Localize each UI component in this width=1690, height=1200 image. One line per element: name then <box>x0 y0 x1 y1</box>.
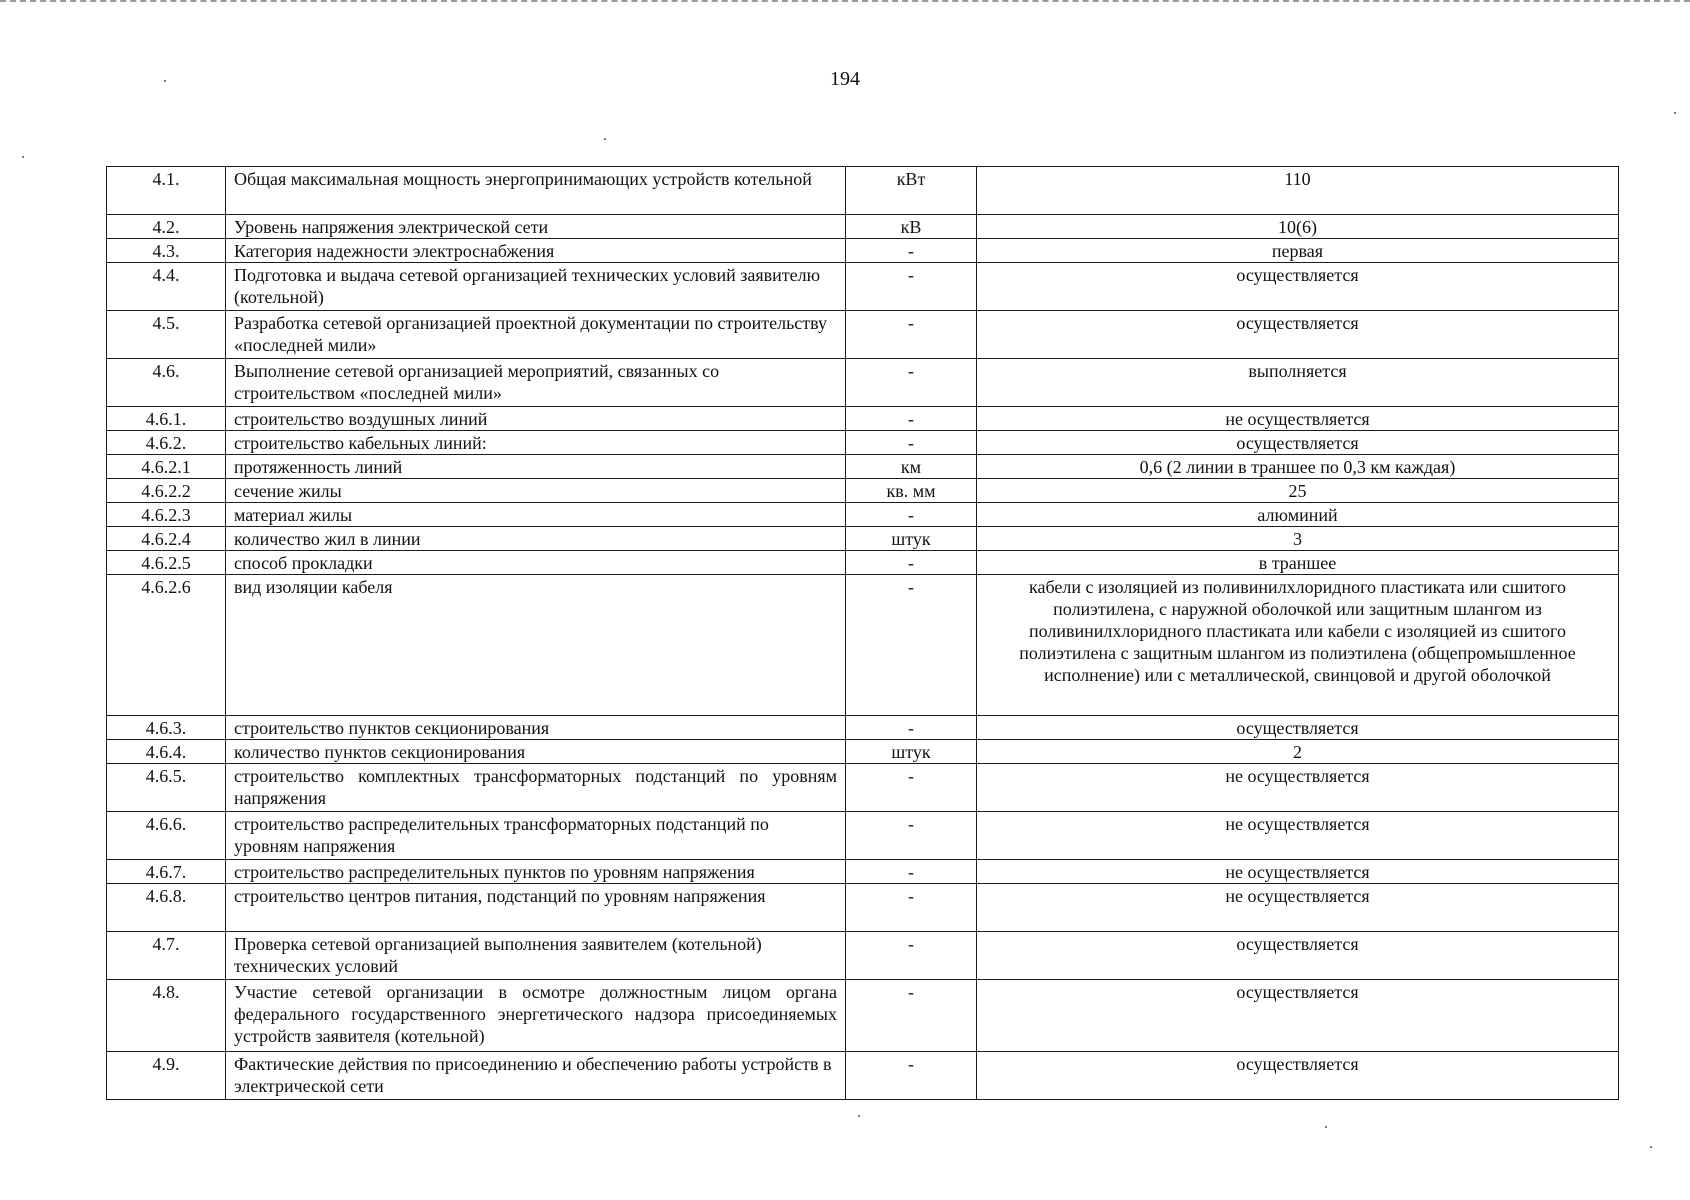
row-number: 4.9. <box>107 1052 226 1100</box>
row-description: строительство кабельных линий: <box>226 431 846 455</box>
row-number: 4.6.7. <box>107 860 226 884</box>
row-unit: - <box>846 932 977 980</box>
table-row <box>107 311 1619 359</box>
row-unit: - <box>846 407 977 431</box>
row-description: Выполнение сетевой организацией мероприятий, связанных со строительством «последней мили» <box>226 359 846 407</box>
row-unit: кВ <box>846 215 977 239</box>
row-value: осуществляется <box>977 311 1619 359</box>
row-description: строительство воздушных линий <box>226 407 846 431</box>
row-description: Общая максимальная мощность энергопринимающих устройств котельной <box>226 167 846 215</box>
row-number: 4.6.2.6 <box>107 575 226 716</box>
row-value: осуществляется <box>977 932 1619 980</box>
row-number: 4.6.3. <box>107 716 226 740</box>
row-value: не осуществляется <box>977 812 1619 860</box>
scan-top-border <box>0 0 1690 2</box>
row-unit: - <box>846 359 977 407</box>
row-number: 4.6.2.3 <box>107 503 226 527</box>
row-description: Категория надежности электроснабжения <box>226 239 846 263</box>
row-unit: штук <box>846 740 977 764</box>
row-value: алюминий <box>977 503 1619 527</box>
table-row <box>107 1052 1619 1100</box>
row-unit: - <box>846 503 977 527</box>
table-row <box>107 860 1619 884</box>
row-value: осуществляется <box>977 716 1619 740</box>
row-description: строительство распределительных трансформаторных подстанций по уровням напряжения <box>226 812 846 860</box>
row-description: протяженность линий <box>226 455 846 479</box>
row-unit: - <box>846 551 977 575</box>
row-description: количество жил в линии <box>226 527 846 551</box>
scan-speck <box>22 156 24 158</box>
row-unit: - <box>846 980 977 1052</box>
table-row <box>107 407 1619 431</box>
row-number: 4.4. <box>107 263 226 311</box>
row-unit: - <box>846 311 977 359</box>
table-row <box>107 551 1619 575</box>
row-value: не осуществляется <box>977 860 1619 884</box>
row-number: 4.6.2.2 <box>107 479 226 503</box>
row-description: Участие сетевой организации в осмотре должностным лицом органа федерального государственного энергетического надзора присоединяемых устройств заявителя (котельной) <box>226 980 846 1052</box>
table-row <box>107 359 1619 407</box>
row-unit: штук <box>846 527 977 551</box>
row-number: 4.6.5. <box>107 764 226 812</box>
row-description: Разработка сетевой организацией проектной документации по строительству «последней мили» <box>226 311 846 359</box>
row-description: Уровень напряжения электрической сети <box>226 215 846 239</box>
row-number: 4.6.1. <box>107 407 226 431</box>
row-value: 110 <box>977 167 1619 215</box>
page-number: 194 <box>830 68 860 90</box>
row-description: строительство пунктов секционирования <box>226 716 846 740</box>
table-row <box>107 884 1619 932</box>
row-value: 2 <box>977 740 1619 764</box>
row-unit: - <box>846 575 977 716</box>
table-row <box>107 812 1619 860</box>
table-row <box>107 575 1619 716</box>
row-description: материал жилы <box>226 503 846 527</box>
row-value: не осуществляется <box>977 407 1619 431</box>
row-number: 4.6.2. <box>107 431 226 455</box>
row-unit: - <box>846 716 977 740</box>
table-row <box>107 239 1619 263</box>
row-description: способ прокладки <box>226 551 846 575</box>
row-description: Подготовка и выдача сетевой организацией технических условий заявителю (котельной) <box>226 263 846 311</box>
row-description: строительство распределительных пунктов по уровням напряжения <box>226 860 846 884</box>
row-unit: - <box>846 1052 977 1100</box>
row-number: 4.8. <box>107 980 226 1052</box>
table-row <box>107 740 1619 764</box>
row-value: 3 <box>977 527 1619 551</box>
row-description: строительство центров питания, подстанций по уровням напряжения <box>226 884 846 932</box>
scan-speck <box>1325 1126 1327 1128</box>
row-unit: - <box>846 263 977 311</box>
row-number: 4.6.6. <box>107 812 226 860</box>
scan-speck <box>604 138 606 140</box>
row-number: 4.6.8. <box>107 884 226 932</box>
row-unit: кв. мм <box>846 479 977 503</box>
row-unit: - <box>846 239 977 263</box>
row-description: вид изоляции кабеля <box>226 575 846 716</box>
row-value: не осуществляется <box>977 764 1619 812</box>
row-number: 4.3. <box>107 239 226 263</box>
scan-speck <box>1650 1146 1652 1148</box>
row-description: строительство комплектных трансформаторных подстанций по уровням напряжения <box>226 764 846 812</box>
row-unit: - <box>846 431 977 455</box>
table-body <box>107 167 1619 1100</box>
table-row <box>107 527 1619 551</box>
row-number: 4.1. <box>107 167 226 215</box>
row-value: первая <box>977 239 1619 263</box>
row-unit: кВт <box>846 167 977 215</box>
row-number: 4.6. <box>107 359 226 407</box>
table-row <box>107 215 1619 239</box>
row-number: 4.7. <box>107 932 226 980</box>
row-value: осуществляется <box>977 263 1619 311</box>
row-description: сечение жилы <box>226 479 846 503</box>
table-row <box>107 716 1619 740</box>
table-row <box>107 431 1619 455</box>
row-description: Проверка сетевой организацией выполнения заявителем (котельной) технических условий <box>226 932 846 980</box>
table-row <box>107 263 1619 311</box>
row-value: выполняется <box>977 359 1619 407</box>
row-unit: км <box>846 455 977 479</box>
table-row <box>107 455 1619 479</box>
row-value: в траншее <box>977 551 1619 575</box>
row-number: 4.2. <box>107 215 226 239</box>
scan-speck <box>164 80 166 82</box>
row-value: осуществляется <box>977 980 1619 1052</box>
table-row <box>107 932 1619 980</box>
scan-speck <box>858 1115 860 1117</box>
row-number: 4.6.2.5 <box>107 551 226 575</box>
table-row <box>107 764 1619 812</box>
table-row <box>107 479 1619 503</box>
table-row <box>107 980 1619 1052</box>
row-value: не осуществляется <box>977 884 1619 932</box>
row-number: 4.5. <box>107 311 226 359</box>
row-value: осуществляется <box>977 431 1619 455</box>
scan-speck <box>1674 112 1676 114</box>
row-value: 25 <box>977 479 1619 503</box>
row-unit: - <box>846 860 977 884</box>
table-row <box>107 503 1619 527</box>
row-value: кабели с изоляцией из поливинилхлоридного пластиката или сшитого полиэтилена, с наружной оболочкой или защитным шлангом из поливинилхлоридного пластиката или кабели с изоляцией из сшитого полиэтилена с защитным шлангом из полиэтилена (общепромышленное исполнение) или с металлической, свинцовой и другой оболочкой <box>977 575 1619 716</box>
row-number: 4.6.2.1 <box>107 455 226 479</box>
row-number: 4.6.4. <box>107 740 226 764</box>
row-description: Фактические действия по присоединению и обеспечению работы устройств в электрической сети <box>226 1052 846 1100</box>
row-value: 0,6 (2 линии в траншее по 0,3 км каждая) <box>977 455 1619 479</box>
technical-conditions-table <box>106 166 1619 1100</box>
row-value: 10(6) <box>977 215 1619 239</box>
row-unit: - <box>846 884 977 932</box>
table-row <box>107 167 1619 215</box>
row-unit: - <box>846 764 977 812</box>
row-description: количество пунктов секционирования <box>226 740 846 764</box>
row-number: 4.6.2.4 <box>107 527 226 551</box>
row-value: осуществляется <box>977 1052 1619 1100</box>
row-unit: - <box>846 812 977 860</box>
